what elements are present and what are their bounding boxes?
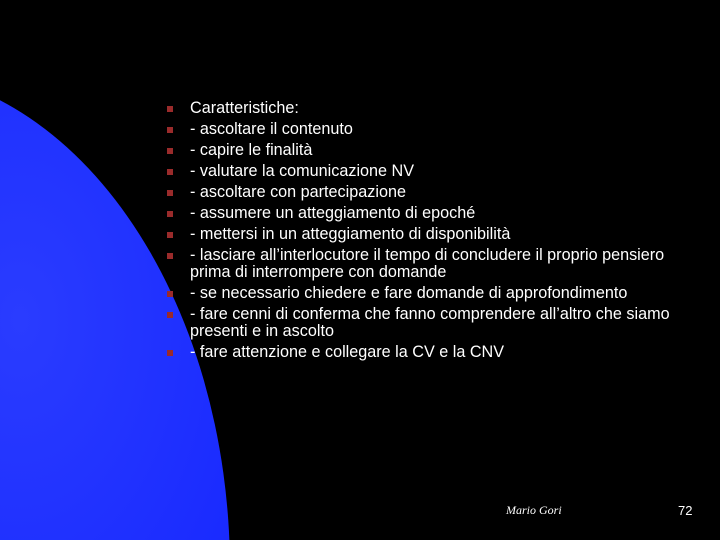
square-bullet-icon [167,350,173,356]
square-bullet-icon [167,232,173,238]
footer-author: Mario Gori [506,503,562,517]
list-item [0,226,720,243]
square-bullet-icon [167,127,173,133]
list-item [0,306,720,340]
list-item [0,100,720,117]
list-item [0,121,720,138]
square-bullet-icon [167,211,173,217]
square-bullet-icon [167,148,173,154]
list-item [0,163,720,180]
list-item [0,247,720,281]
square-bullet-icon [167,106,173,112]
bullet-text: - fare attenzione e collegare la CV e la CNV [190,343,505,361]
list-item [0,285,720,302]
bullet-text: Caratteristiche: [190,99,299,117]
bullet-text: - lasciare all’interlocutore il tempo di concludere il proprio pensiero prima di interrompere con domande [190,246,665,281]
list-item [0,205,720,222]
square-bullet-icon [167,312,173,318]
bullet-text: - capire le finalità [190,141,313,159]
page-number: 72 [678,503,693,518]
list-item [0,142,720,159]
bullet-text: - ascoltare con partecipazione [190,183,406,201]
bullet-list [0,100,720,365]
bullet-text: - mettersi in un atteggiamento di disponibilità [190,225,511,243]
square-bullet-icon [167,190,173,196]
square-bullet-icon [167,169,173,175]
square-bullet-icon [167,253,173,259]
list-item [0,184,720,201]
bullet-text: - ascoltare il contenuto [190,120,353,138]
bullet-text: - valutare la comunicazione NV [190,162,415,180]
bullet-text: - se necessario chiedere e fare domande di approfondimento [190,284,628,302]
bullet-text: - fare cenni di conferma che fanno comprendere all’altro che siamo presenti e in ascolto [190,305,670,340]
bullet-text: - assumere un atteggiamento di epoché [190,204,476,222]
list-item [0,344,720,361]
square-bullet-icon [167,291,173,297]
